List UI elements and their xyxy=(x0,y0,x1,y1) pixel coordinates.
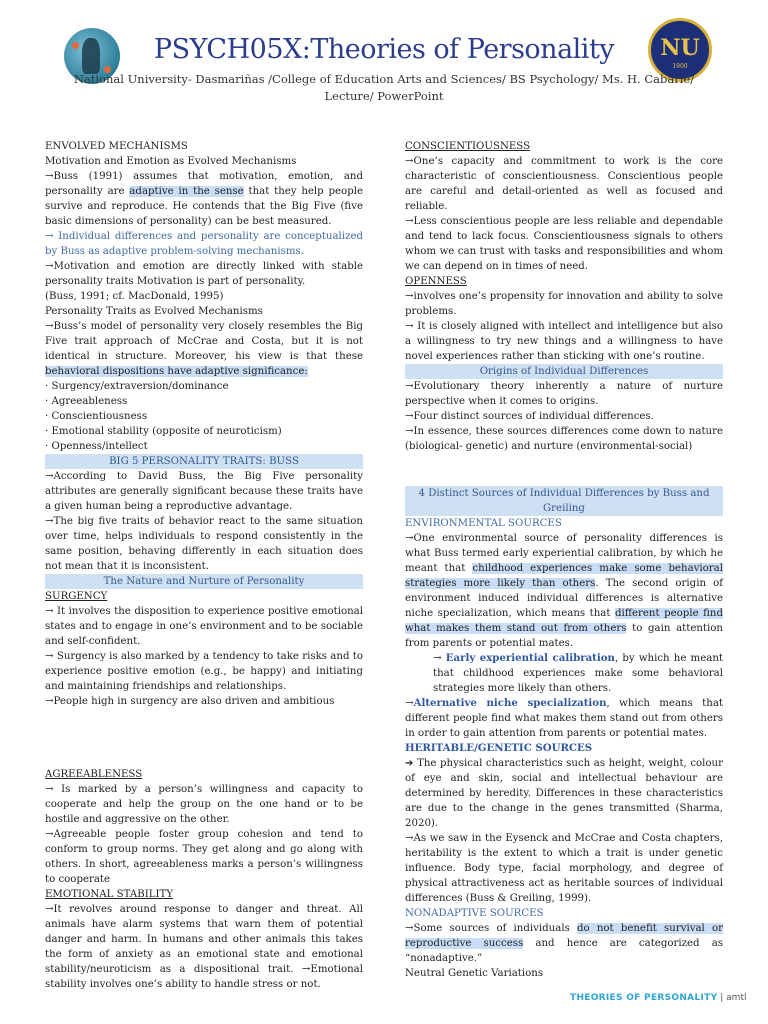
paragraph-motivation-emotion: →Motivation and emotion are directly linked with stable personality traits Motivation is part of personality. xyxy=(45,261,363,287)
page-title: PSYCH05X:Theories of Personality xyxy=(153,34,615,65)
nonadaptive-point: →Some sources of individuals do not benefit survival or reproductive success and hence are categorized as “nonadaptive.” xyxy=(405,923,723,964)
agreeableness-heading: AGREEABLENESS xyxy=(45,769,143,780)
emotional-stability-heading: EMOTIONAL STABILITY xyxy=(45,889,174,900)
openness-point-2: → It is closely aligned with intellect and intelligence but also a willingness to try new things and a willingness to have novel experiences rather than sticking with one’s routine. xyxy=(405,321,723,362)
paragraph-individual-differences: → Individual differences and personality are conceptualized by Buss as adaptive problem-solving mechanisms. xyxy=(45,231,363,257)
big5-section-bar: BIG 5 PERSONALITY TRAITS: BUSS xyxy=(45,454,363,469)
page-header xyxy=(0,0,768,112)
left-column xyxy=(45,139,363,992)
conscientiousness-point-2: →Less conscientious people are less reliable and dependable and tend to lack focus. Conscientiousness signals to others whom we can trust with tasks and responsibilities and whom we can depend on in times of need. xyxy=(405,216,723,272)
heritable-point-2: →As we saw in the Eysenck and McCrae and Costa chapters, heritability is the extent to which a trait is under genetic influence. Body type, facial morphology, and degree of physical attractiveness act as heritable sources of individual differences (Buss & Greiling, 1999). xyxy=(405,833,723,904)
heritable-sources-heading: HERITABLE/GENETIC SOURCES xyxy=(405,742,593,754)
environmental-paragraph: →One environmental source of personality differences is what Buss termed early experiential calibration, by which he meant that childhood experiences make some behavioral strategies more likely than others. The second origin of environment induced individual differences is alternative niche specialization, which means that different people find what makes them stand out from others to gain attention from parents or potential mates. xyxy=(405,533,724,649)
openness-point-1: →involves one’s propensity for innovation and ability to solve problems. xyxy=(405,291,723,317)
evolved-mechanisms-heading: ENVOLVED MECHANISMS xyxy=(45,141,188,152)
trait-list-item: · Agreeableness xyxy=(45,396,128,407)
paragraph-big5-consistency: →The big five traits of behavior react to the same situation over time, helps individuals to respond consistently in the same position, behaving differently in each situation does not mean that it is inconsistent. xyxy=(45,516,363,572)
nu-shield-icon: NU 1900 xyxy=(648,18,712,82)
origins-point-3: →In essence, these sources differences come down to nature (biological- genetic) and nurture (environmental-social) xyxy=(405,426,723,452)
surgency-heading: SURGENCY xyxy=(45,591,108,602)
trait-list-item: · Emotional stability (opposite of neuroticism) xyxy=(45,426,282,437)
emotional-stability-point: →It revolves around response to danger and threat. All animals have alarm systems that warn them of potential danger and harm. In humans and other animals this takes the form of anxiety as an emotional state and emotional stability/neuroticism as a dispositional trait. →Emotional stability involves one’s ability to handle stress or not. xyxy=(45,904,363,990)
environmental-sources-heading: ENVIRONMENTAL SOURCES xyxy=(405,518,562,529)
origins-point-2: →Four distinct sources of individual differences. xyxy=(405,411,654,422)
trait-list-item: · Openness/intellect xyxy=(45,441,148,452)
origins-point-1: →Evolutionary theory inherently a nature of nurture perspective when it comes to origins. xyxy=(405,381,723,407)
surgency-point-1: → It involves the disposition to experience positive emotional states and to engage in one’s environment and to be sociable and self-confident. xyxy=(45,606,363,647)
right-column xyxy=(405,139,723,981)
footer-initials: amtl xyxy=(726,993,747,1003)
spacer xyxy=(405,454,723,486)
surgency-point-2: → Surgency is also marked by a tendency to take risks and to experience positive emotion (e.g., be happy) and initiating and maintaining friendships and relationships. xyxy=(45,651,363,692)
citation: (Buss, 1991; cf. MacDonald, 1995) xyxy=(45,291,224,302)
nonadaptive-sources-heading: NONADAPTIVE SOURCES xyxy=(405,908,544,919)
four-sources-section-bar: 4 Distinct Sources of Individual Differences by Buss and Greiling xyxy=(405,486,723,516)
conscientiousness-heading: CONSCIENTIOUSNESS xyxy=(405,141,531,152)
conscientiousness-point-1: →One’s capacity and commitment to work is the core characteristic of conscientiousness. Conscientious people are careful and detail-oriented as well as focused and reliable. xyxy=(405,156,723,212)
agreeableness-point-1: → Is marked by a person’s willingness and capacity to cooperate and help the group on the one hand or to be hostile and aggressive on the other. xyxy=(45,784,363,825)
trait-list-item: · Conscientiousness xyxy=(45,411,148,422)
alternative-niche-point: →Alternative niche specialization, which means that different people find what makes them stand out from others in order to gain attention from parents or potential mates. xyxy=(405,697,723,739)
agreeableness-point-2: →Agreeable people foster group cohesion and tend to conform to group norms. They get along and go along with others. In short, agreeableness marks a person’s willingness to cooperate xyxy=(45,829,363,885)
surgency-point-3: →People high in surgency are also driven and ambitious xyxy=(45,696,335,707)
paragraph-buss-model: →Buss’s model of personality very closely resembles the Big Five trait approach of McCrae and Costa, but it is not identical in structure. Moreover, his view is that these behavioral dispositions have adaptive significance: xyxy=(45,321,363,377)
motivation-subheading: Motivation and Emotion as Evolved Mechanisms xyxy=(45,156,297,167)
paragraph-buss-1991: →Buss (1991) assumes that motivation, emotion, and personality are adaptive in the sense that they help people survive and reproduce. He contends that the Big Five (five basic dimensions of personality) can be best measured. xyxy=(45,171,363,227)
footer-label: THEORIES OF PERSONALITY xyxy=(570,993,718,1003)
traits-subheading: Personality Traits as Evolved Mechanisms xyxy=(45,306,263,317)
neutral-genetic-variations: Neutral Genetic Variations xyxy=(405,968,544,979)
nature-nurture-section-bar: The Nature and Nurture of Personality xyxy=(45,574,363,589)
trait-list-item: · Surgency/extraversion/dominance xyxy=(45,381,229,392)
page-footer xyxy=(570,993,746,1003)
early-calibration-point: → Early experiential calibration, by which he meant that childhood experiences make some behavioral strategies more likely than others. xyxy=(433,652,723,694)
page-subtitle: National University- Dasmariñas /College of Education Arts and Sciences/ BS Psychology/ Ms. H. Cabarle/ Lecture/ PowerPoint xyxy=(73,72,695,103)
heritable-point-1: ➔ The physical characteristics such as height, weight, colour of eye and skin, social and intellectual behaviour are determined by heredity. Differences in these characteristics are due to the change in the genes transmitted (Sharma, 2020). xyxy=(405,758,723,829)
openness-heading: OPENNESS xyxy=(405,276,467,287)
paragraph-big5-significance: →According to David Buss, the Big Five personality attributes are generally significant because these traits have a given human being a reproductive advantage. xyxy=(45,471,363,512)
spacer xyxy=(45,709,363,767)
origins-section-bar: Origins of Individual Differences xyxy=(405,364,723,379)
footer-separator: | xyxy=(717,993,727,1003)
